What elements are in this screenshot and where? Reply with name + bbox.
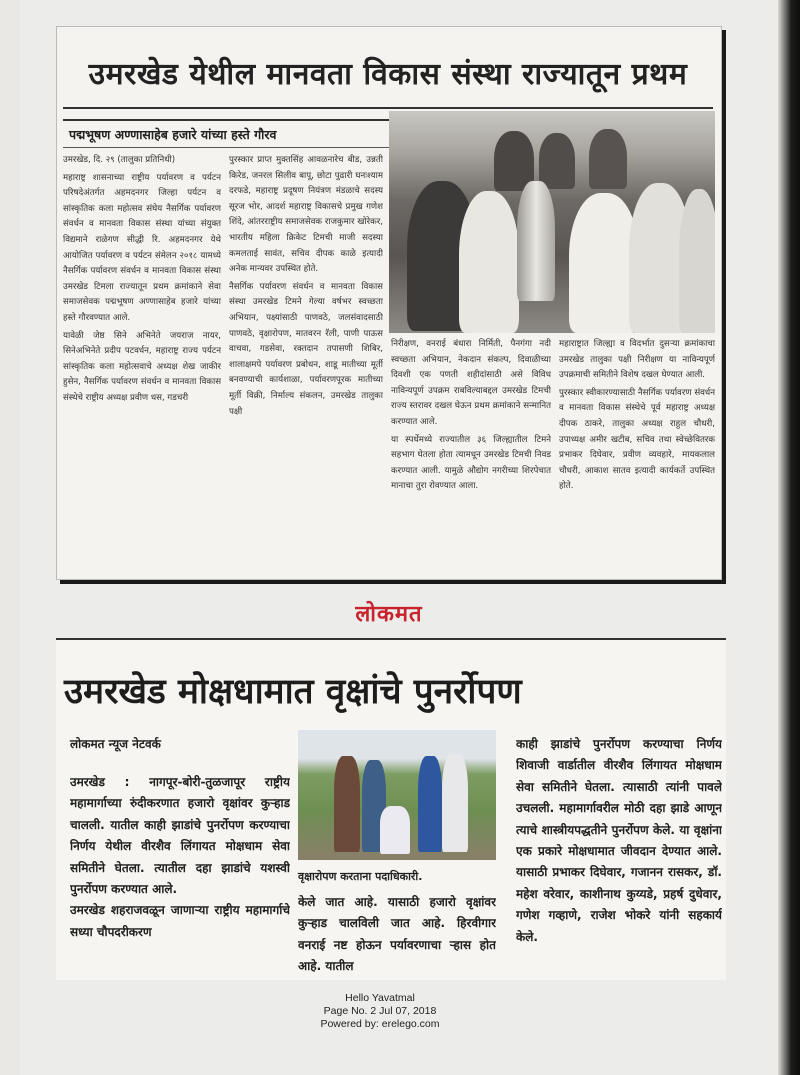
- article-2-photo: [298, 730, 496, 860]
- footer-page-date: Page No. 2 Jul 07, 2018: [323, 1005, 437, 1017]
- article-2-paragraph: केले जात आहे. यासाठी हजारो वृक्षांवर कुऱ्हाड चालविली जात आहे. हिरवीगार वनराई नष्ट होऊन पर्यावरणाचा ऱ्हास होत आहे. यातील: [298, 895, 496, 974]
- footer-site-name: Hello Yavatmal: [345, 992, 415, 1004]
- page-footer: [250, 992, 510, 1031]
- article-1-paragraph: उमरखेड, दि. २९ (तालुका प्रतिनिधी): [63, 155, 176, 165]
- article-2-column-1: [70, 772, 290, 982]
- article-2-column-2: [298, 892, 496, 982]
- article-2-paragraph: उमरखेड शहराजवळून जाणाऱ्या राष्ट्रीय महामार्गाचे सध्या चौपदरीकरण: [70, 903, 290, 939]
- article-1-column-2: [229, 153, 383, 577]
- article-clipping-2: [56, 638, 726, 980]
- article-1-paragraph: यावेळी जेष्ठ सिने अभिनेते जयराज नायर, सिनेअभिनेते प्रदीप पटवर्धन, महाराष्ट्र राज्य पर्यटन सांस्कृतिक कला महोत्सवाचे अध्यक्ष शेख जाकीर हुसेन, नैसर्गिक पर्यावरण संवर्धन व मानवता विकास संस्थेचे राष्ट्रीय अध्यक्ष प्रवीण धस, गडचरी: [63, 330, 221, 403]
- article-1-column-3: [391, 337, 551, 577]
- article-clipping-1: [56, 26, 722, 580]
- lokmat-logo: लोकमत: [355, 601, 423, 627]
- trophy-icon: [517, 181, 555, 301]
- article-2-paragraph: काही झाडांचे पुनर्रोपण करण्याचा निर्णय शिवाजी वार्डातील वीरशैव लिंगायत मोक्षधाम सेवा समितीने घेतला. त्यासाठी त्यांनी पावले उचलली. महामार्गावरील मोठी दहा झाडे आणून त्याचे शास्त्रीयपद्धतीने पुनर्रोपण केले. या वृक्षांना एक प्रकारे मोक्षधामात जीवदान देण्यात आले. यासाठी प्रभाकर दिघेवार, गजानन रासकर, डॉ. महेश वरेवार, काशीनाथ कुय्यडे, प्रहर्ष दुधेवार, गणेश गव्हाणे, राजेश भोकरे यांनी सहकार्य केले.: [516, 737, 722, 944]
- article-2-headline: उमरखेड मोक्षधामात वृक्षांचे पुनर्रोपण: [64, 671, 522, 712]
- article-1-paragraph: पुरस्कार स्वीकारण्यासाठी नैसर्गिक पर्यावरण संवर्धन व मानवता विकास संस्थेचे पूर्व महाराष्ट्र अध्यक्ष दीपक ठाकरे, तालुका अध्यक्ष राहुल चौधरी, उपाध्यक्ष अमीर खटीब, सचिव तथा स्वेच्छेवितरक प्रभाकर दिघेवार, प्रवीण व्यवहारे, मायकलाल चौधरी, आकाश सातव इत्यादी कार्यकर्ते उपस्थित होते.: [559, 387, 715, 492]
- page-edge-shadow: [778, 0, 800, 1075]
- article-1-column-4: [559, 337, 715, 577]
- article-1-paragraph: या स्पर्धेमध्ये राज्यातील ३६ जिल्ह्यातील टिमने सहभाग घेतला होता त्यामधून उमरखेड टिमची निवड करण्यात आली. यामुळे औद्योग नगरीच्या शिरपेचात मानाचा तुरा रोवण्यात आला.: [391, 434, 551, 492]
- article-1-paragraph: नैसर्गिक पर्यावरण संवर्धन व मानवता विकास संस्था उमरखेड टिमने गेल्या वर्षभर स्वच्छता अभियान, पक्ष्यांसाठी पाणवठे, जलसंवादसाठी पाणवठे, वृक्षारोपण, मातवरन रॅली, पाणी पाऊस वाचवा, गडसेवा, रक्तदान तपासणी शिबिर, शालाक्षमपे पर्यावरण प्रबोधन, शाडू मातीच्या मूर्ती बनवण्याची कार्यशाळा, पर्यावरणपूरक मातीच्या मूर्ती विक्री, निर्माल्य संकलन, उमरखेड तालुका पक्षी: [229, 281, 383, 417]
- footer-powered-by: Powered by: erelego.com: [320, 1018, 440, 1030]
- article-1-paragraph: पुरस्कार प्राप्त मुक्तसिंह आवळनारेच बीड, उन्नती किरेड, जनरल सिलीव बापू, छोटा पुढारी घनःश्याम दरफडे, महाराष्ट्र प्रदूषण नियंत्रण मंडळाचे सदस्य सूरज भोर, आदर्श महाराष्ट्र विकासचे प्रमुख गणेश शिंदे, आंतरराष्ट्रीय समाजसेवक राजकुमार खोरेकर, भारतीय महिला क्रिकेट टिमची माजी सदस्या कमलताई सावंत, सचिव दीपक काळे इत्यादी अनेक मान्यवर उपस्थित होते.: [229, 155, 383, 275]
- article-2-column-3: [516, 734, 722, 980]
- article-1-paragraph: महाराष्ट्र शासनाच्या राष्ट्रीय पर्यावरण व पर्यटन परिषदेअंतर्गत अहमदनगर जिल्हा पर्यटन व सांस्कृतिक कला महोत्सव संघेय नैसर्गिक पर्यावरण संवर्धन व मानवता विकास संस्था यांच्या संयुक्त विद्यमाने राळेगण सीद्धी रि. अहमदनगर येथे आयोजित पर्यावरण व पर्यटन संमेलन २०१८ यामध्ये नैसर्गिक पर्यावरण संवर्धन व मानवता विकास संस्था उमरखेड टिमला राज्यातून प्रथम क्रमांकाने सेवा समाजसेवक पद्मभूषण अण्णासाहेब हजारे यांच्या हस्ते गौरवण्यात आले.: [63, 172, 221, 323]
- article-1-photo: [389, 111, 715, 333]
- article-2-paragraph: उमरखेड : नागपूर-बोरी-तुळजापूर राष्ट्रीय महामार्गाच्या रुंदीकरणात हजारो वृक्षांवर कुऱ्हाड चालली. यातील काही झाडांचे पुनर्रोपण करण्याचा निर्णय येथील वीरशैव लिंगायत मोक्षधाम सेवा समितीने घेतला. त्यातील दहा झाडांचे यशस्वी पुनर्रोपण करण्यात आले.: [70, 775, 290, 897]
- article-1-paragraph: महाराष्ट्रात जिल्ह्या व विदर्भात दुसऱ्या क्रमांकाचा उमरखेड तालुका पक्षी निरीक्षण या नाविन्यपूर्ण उपक्रमाची समितीने विशेष दखल घेण्यात आली.: [559, 339, 715, 381]
- article-1-subheadline: पद्मभूषण अण्णासाहेब हजारे यांच्या हस्ते गौरव: [63, 119, 389, 148]
- article-2-photo-caption: वृक्षारोपण करताना पदाधिकारी.: [298, 869, 423, 883]
- article-1-column-1: [63, 153, 221, 577]
- article-1-headline: उमरखेड येथील मानवता विकास संस्था राज्यातून प्रथम: [63, 37, 713, 109]
- article-1-paragraph: निरीक्षण, वनराई बंधारा निर्मिती, पैनगंगा नदी स्वच्छता अभियान, नेकदान संकल्प, दिवाळीच्या दिवशी एक पणती शहीदांसाठी असे विविध नाविन्यपूर्ण उपक्रम राबविल्याबद्दल उमरखेड टिमची राज्य स्तरावर दखल घेऊन प्रथम क्रमांकाने सन्मानित करण्यात आले.: [391, 339, 551, 427]
- article-2-byline: लोकमत न्यूज नेटवर्क: [70, 736, 161, 751]
